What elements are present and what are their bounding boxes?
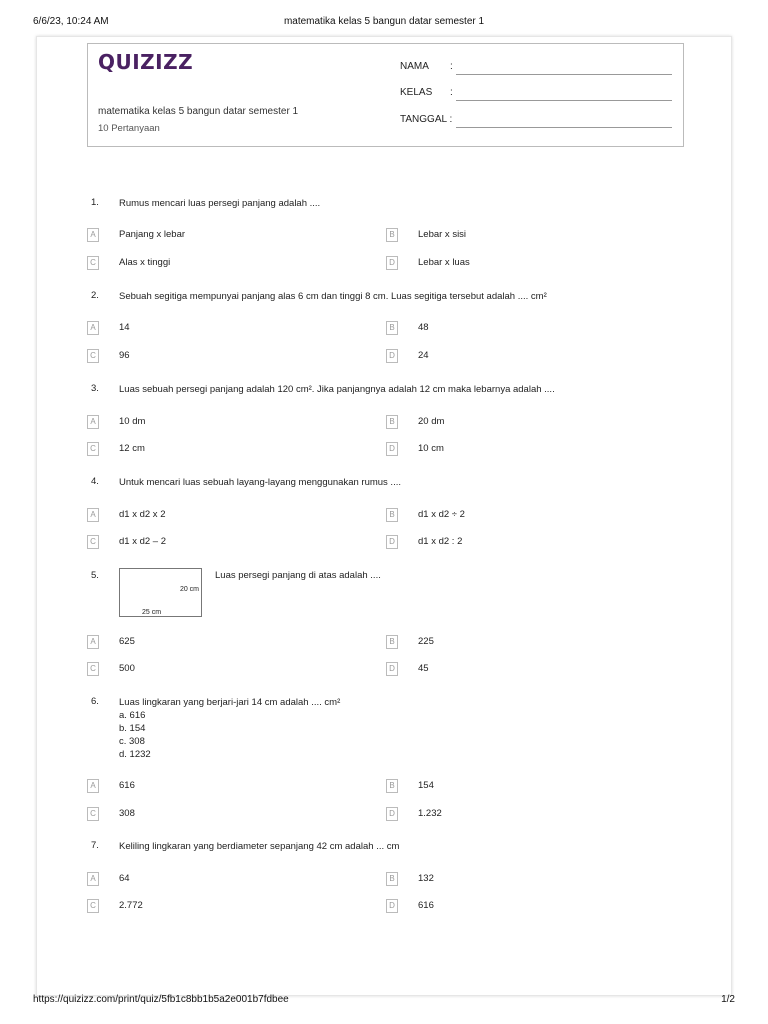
question-number: 6.	[91, 696, 99, 707]
sub-option-a: a. 616	[119, 710, 146, 721]
name-field	[400, 61, 672, 75]
date-line	[456, 127, 672, 128]
question-number: 2.	[91, 290, 99, 301]
question-text: Sebuah segitiga mempunyai panjang alas 6 cm dan tinggi 8 cm. Luas segitiga tersebut adalah .... cm²	[119, 291, 547, 302]
question-number: 7.	[91, 840, 99, 851]
name-colon: :	[450, 61, 453, 72]
quiz-header-box	[87, 43, 684, 147]
print-url[interactable]: https://quizizz.com/print/quiz/5fb1c8bb1b5a2e001b7fdbee	[33, 994, 289, 1005]
question-text: Untuk mencari luas sebuah layang-layang menggunakan rumus ....	[119, 477, 401, 488]
date-field	[400, 114, 672, 128]
class-colon: :	[450, 87, 453, 98]
question-number: 4.	[91, 476, 99, 487]
question-text: Luas lingkaran yang berjari-jari 14 cm adalah .... cm²	[119, 697, 341, 708]
question-count: 10 Pertanyaan	[98, 123, 160, 134]
class-field	[400, 87, 672, 101]
print-date: 6/6/23, 10:24 AM	[33, 16, 109, 27]
sub-option-c: c. 308	[119, 736, 145, 747]
class-label: KELAS	[400, 87, 433, 98]
sub-option-b: b. 154	[119, 723, 146, 734]
figure-height-label: 20 cm	[179, 586, 199, 593]
print-title: matematika kelas 5 bangun datar semester 1	[283, 16, 485, 27]
question-text: Luas sebuah persegi panjang adalah 120 cm². Jika panjangnya adalah 12 cm maka lebarnya adalah ....	[119, 384, 555, 395]
question-text: Keliling lingkaran yang berdiameter sepanjang 42 cm adalah ... cm	[119, 841, 400, 852]
name-label: NAMA	[400, 61, 429, 72]
print-header	[0, 16, 768, 30]
quiz-title: matematika kelas 5 bangun datar semester 1	[98, 106, 299, 117]
question-text: Luas persegi panjang di atas adalah ....	[215, 570, 381, 581]
rectangle-figure	[119, 568, 202, 617]
question-number: 3.	[91, 383, 99, 394]
question-number: 5.	[91, 570, 99, 581]
question-text: Rumus mencari luas persegi panjang adalah ....	[119, 198, 321, 209]
class-line	[456, 100, 672, 101]
figure-width-label: 25 cm	[142, 609, 162, 616]
question-text-block	[119, 696, 619, 761]
date-label: TANGGAL :	[400, 114, 453, 125]
page-number: 1/2	[721, 994, 735, 1005]
quizizz-logo: QUIZIZZ	[98, 50, 194, 74]
sub-option-d: d. 1232	[119, 749, 151, 760]
name-line	[456, 74, 672, 75]
question-number: 1.	[91, 197, 99, 208]
